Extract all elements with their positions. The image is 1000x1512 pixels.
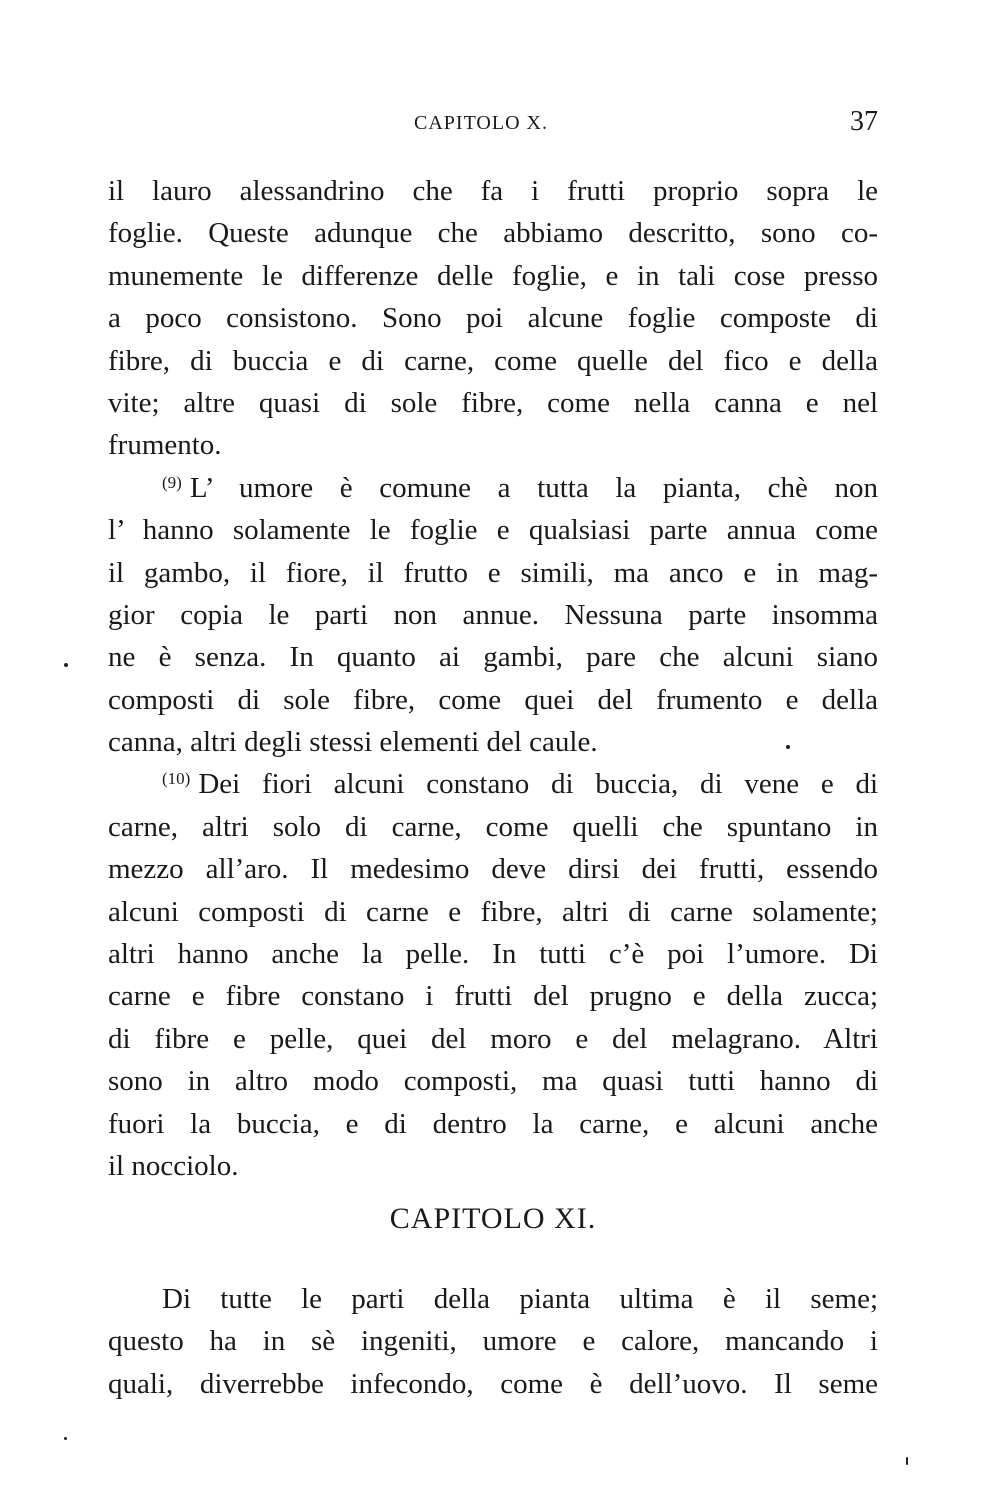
text-line: mezzo all’aro. Il medesimo deve dirsi dei frutti, essendo — [108, 853, 878, 886]
text-line: il gambo, il fiore, il frutto e simili, ma anco e in mag- — [108, 556, 878, 589]
text-line: sono in altro modo composti, ma quasi tutti hanno di — [108, 1065, 878, 1098]
text-line: questo ha in sè ingeniti, umore e calore, mancando i — [108, 1325, 878, 1358]
main-text — [108, 170, 878, 1187]
chapter-text — [108, 1278, 878, 1405]
text-line: foglie. Queste adunque che abbiamo descritto, sono co- — [108, 217, 878, 250]
text-line — [108, 763, 878, 805]
text-line: il lauro alessandrino che fa i frutti proprio sopra le — [108, 175, 878, 207]
text-line-content: Dei fiori alcuni constano di buccia, di vene e di — [198, 768, 878, 801]
text-line: munemente le differenze delle foglie, e in tali cose presso — [108, 259, 878, 292]
text-line: canna, altri degli stessi elementi del caule. — [108, 726, 598, 759]
text-line: il nocciolo. — [108, 1149, 239, 1182]
text-line: l’ hanno solamente le foglie e qualsiasi parte annua come — [108, 514, 878, 547]
page-header — [108, 106, 878, 146]
running-head: CAPITOLO X. — [414, 112, 548, 134]
text-line: composti di sole fibre, come quei del frumento e della — [108, 683, 878, 716]
text-line-content: L’ umore è comune a tutta la pianta, chè non — [189, 471, 878, 504]
text-line: altri hanno anche la pelle. In tutti c’è poi l’umore. Di — [108, 938, 878, 971]
text-line: alcuni composti di carne e fibre, altri di carne solamente; — [108, 895, 878, 928]
text-line: di fibre e pelle, quei del moro e del melagrano. Altri — [108, 1022, 878, 1055]
text-line: gior copia le parti non annue. Nessuna parte insomma — [108, 598, 878, 631]
scan-speck — [64, 1437, 67, 1440]
text-line: a poco consistono. Sono poi alcune foglie composte di — [108, 302, 878, 335]
text-line: fibre, di buccia e di carne, come quelle del fico e della — [108, 344, 878, 377]
footnote-marker: (10) — [162, 769, 191, 789]
chapter-heading: CAPITOLO XI. — [389, 1202, 597, 1235]
text-line — [108, 467, 878, 509]
text-line: vite; altre quasi di sole fibre, come nella canna e nel — [108, 386, 878, 419]
page-number: 37 — [850, 106, 878, 137]
text-line: ne è senza. In quanto ai gambi, pare che alcuni siano — [108, 641, 878, 674]
text-line: fuori la buccia, e di dentro la carne, e alcuni anche — [108, 1107, 878, 1140]
text-line: quali, diverrebbe infecondo, come è dell’uovo. Il seme — [108, 1367, 878, 1400]
text-line: carne, altri solo di carne, come quelli che spuntano in — [108, 810, 878, 843]
text-line: carne e fibre constano i frutti del prugno e della zucca; — [108, 980, 878, 1013]
scan-speck — [786, 745, 790, 749]
scan-speck — [64, 663, 68, 667]
scan-speck — [906, 1457, 908, 1465]
text-line: frumento. — [108, 429, 222, 462]
text-line: Di tutte le parti della pianta ultima è il seme; — [162, 1283, 878, 1315]
footnote-marker: (9) — [162, 472, 182, 492]
